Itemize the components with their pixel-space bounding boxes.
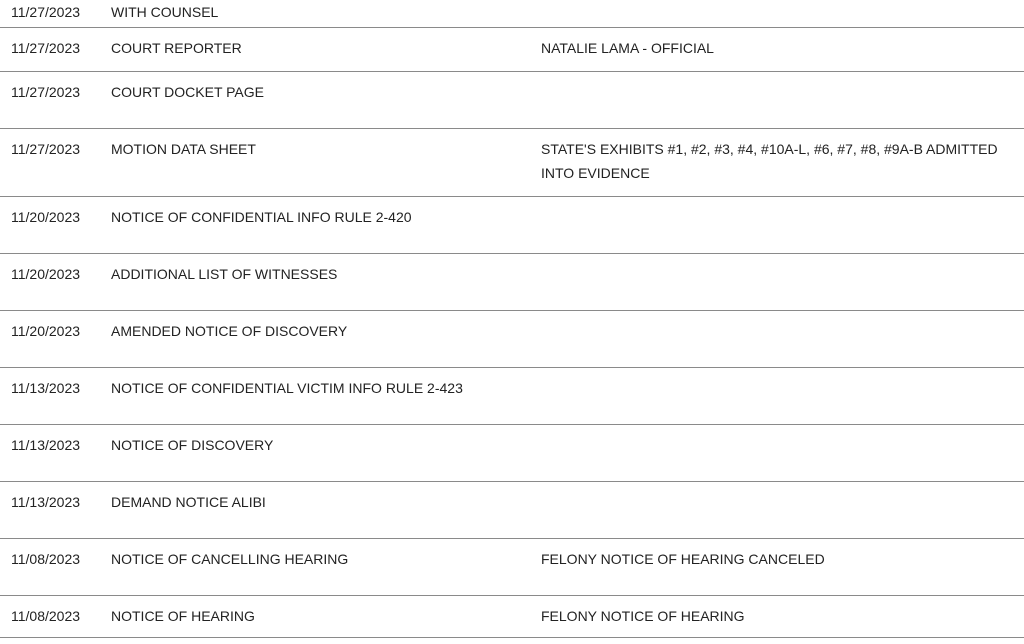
row-description: NOTICE OF CONFIDENTIAL INFO RULE 2-420	[111, 209, 412, 225]
row-description: NOTICE OF DISCOVERY	[111, 437, 274, 453]
row-description: WITH COUNSEL	[111, 4, 219, 20]
table-row	[0, 72, 1024, 129]
row-date: 11/27/2023	[11, 84, 81, 100]
row-date: 11/27/2023	[11, 40, 81, 56]
table-row	[0, 28, 1024, 72]
table-row	[0, 539, 1024, 596]
row-date: 11/20/2023	[11, 323, 81, 339]
row-date: 11/08/2023	[11, 551, 81, 567]
row-description: COURT REPORTER	[111, 40, 242, 56]
table-row	[0, 425, 1024, 482]
row-date: 11/20/2023	[11, 266, 81, 282]
row-date: 11/27/2023	[11, 4, 81, 20]
row-date: 11/20/2023	[11, 209, 81, 225]
row-description: MOTION DATA SHEET	[111, 141, 256, 157]
row-date: 11/08/2023	[11, 608, 81, 624]
row-description: COURT DOCKET PAGE	[111, 84, 264, 100]
row-description: ADDITIONAL LIST OF WITNESSES	[111, 266, 338, 282]
row-description: NOTICE OF CANCELLING HEARING	[111, 551, 349, 567]
row-description: DEMAND NOTICE ALIBI	[111, 494, 266, 510]
row-notes: STATE'S EXHIBITS #1, #2, #3, #4, #10A-L, #6, #7, #8, #9A-B ADMITTED INTO EVIDENCE	[541, 141, 998, 181]
table-row	[0, 596, 1024, 638]
row-date: 11/13/2023	[11, 380, 81, 396]
row-date: 11/27/2023	[11, 141, 81, 157]
table-row	[0, 129, 1024, 197]
row-description: NOTICE OF CONFIDENTIAL VICTIM INFO RULE 2-423	[111, 380, 463, 396]
table-row	[0, 311, 1024, 368]
table-row	[0, 0, 1024, 28]
row-description: AMENDED NOTICE OF DISCOVERY	[111, 323, 348, 339]
table-row	[0, 254, 1024, 311]
table-row	[0, 197, 1024, 254]
row-description: NOTICE OF HEARING	[111, 608, 255, 624]
row-notes: FELONY NOTICE OF HEARING	[541, 608, 745, 624]
row-notes: FELONY NOTICE OF HEARING CANCELED	[541, 551, 825, 567]
table-row	[0, 368, 1024, 425]
row-date: 11/13/2023	[11, 437, 81, 453]
table-row	[0, 482, 1024, 539]
row-notes: NATALIE LAMA - OFFICIAL	[541, 40, 714, 56]
row-date: 11/13/2023	[11, 494, 81, 510]
